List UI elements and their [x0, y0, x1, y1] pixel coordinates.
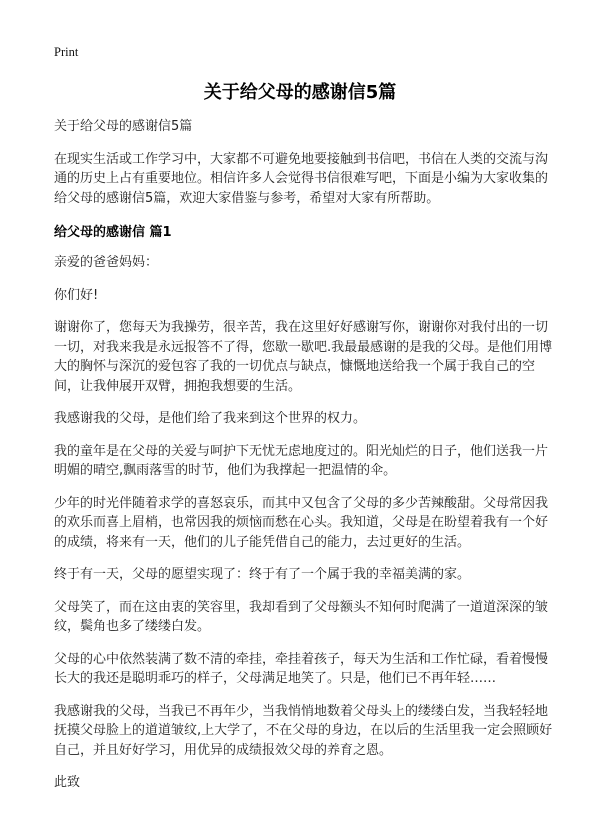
letter-hello: 你们好!: [54, 287, 99, 303]
letter-paragraph-8: 我感谢我的父母，当我已不再年少，当我悄悄地数着父母头上的缕缕白发，当我轻轻地抚摸父母脸上的道道皱纹,上大学了，不在父母的身边，在以后的生活里我一定会照顾好自己，并且好好学习，用优异的成绩报效父母的养育之恩。: [54, 703, 553, 758]
letter-paragraph-3: 我的童年是在父母的关爱与呵护下无忧无虑地度过的。阳光灿烂的日子，他们送我一片明媚的晴空,飘雨落雪的时节，他们为我撑起一把温情的伞。: [54, 443, 549, 478]
letter-paragraph-2: 我感谢我的父母，是他们给了我来到这个世界的权力。: [54, 411, 367, 426]
document-title: 关于给父母的感谢信5篇: [203, 82, 397, 103]
print-label: Print: [54, 45, 79, 59]
letter-paragraph-7: 父母的心中依然装满了数不清的牵挂，牵挂着孩子，每天为生活和工作忙碌，看着慢慢长大的我还是聪明乖巧的样子，父母满足地笑了。只是，他们已不再年轻……: [54, 651, 549, 686]
document-body: [54, 117, 558, 806]
letter-paragraph-1: 谢谢你了，您每天为我操劳，很辛苦，我在这里好好感谢写你，谢谢你对我付出的一切一切，对我来我是永远报答不了得，您歇一歇吧.我最最感谢的是我的父母。是他们用博大的胸怀与深沉的爱包容了我的一切优点与缺点，慷慨地送给我一个属于我自己的空间，让我伸展开双臂，拥抱我想要的生活。: [54, 320, 553, 394]
section-heading: 给父母的感谢信 篇1: [54, 225, 172, 240]
document-subtitle: 关于给父母的感谢信5篇: [54, 119, 193, 134]
letter-paragraph-4: 少年的时光伴随着求学的喜怒哀乐，而其中又包含了父母的多少苦辣酸甜。父母常因我的欢乐而喜上眉梢，也常因我的烦恼而愁在心头。我知道，父母是在盼望着我有一个好的成绩，将来有一天，他们的儿子能凭借自己的能力，去过更好的生活。: [54, 495, 549, 550]
letter-paragraph-5: 终于有一天，父母的愿望实现了：终于有了一个属于我的幸福美满的家。: [54, 567, 471, 582]
letter-closing: 此致: [54, 775, 81, 790]
letter-greeting: 亲爱的爸爸妈妈：: [54, 255, 159, 270]
letter-paragraph-6: 父母笑了，而在这由衷的笑容里，我却看到了父母额头不知何时爬满了一道道深深的皱纹，鬓角也多了缕缕白发。: [54, 599, 549, 634]
intro-paragraph: 在现实生活或工作学习中，大家都不可避免地要接触到书信吧，书信在人类的交流与沟通的历史上占有重要地位。相信许多人会觉得书信很难写吧，下面是小编为大家收集的给父母的感谢信5篇，欢迎大家借鉴与参考，希望对大家有所帮助。: [54, 151, 549, 206]
